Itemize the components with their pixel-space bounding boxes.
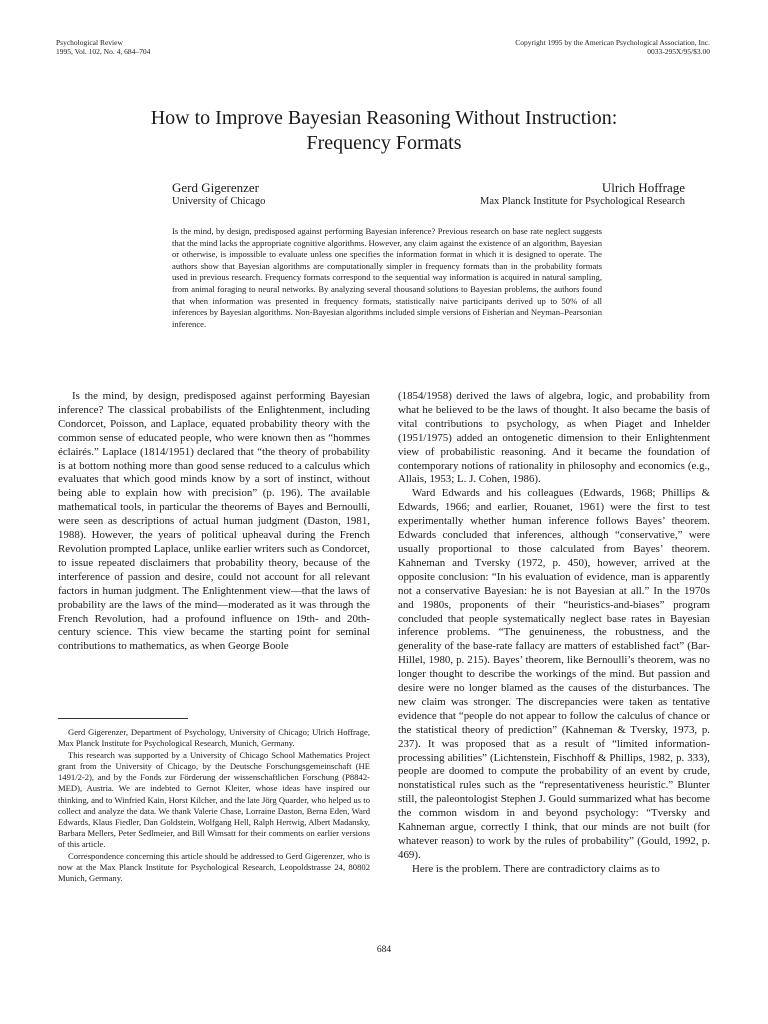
author-block-2 bbox=[480, 180, 685, 208]
footnote-divider bbox=[58, 718, 188, 719]
author-affiliation: Max Planck Institute for Psychological Research bbox=[480, 196, 685, 207]
body-paragraph: Is the mind, by design, predisposed against performing Bayesian inference? The classical probabilists of the Enlightenment, including Condorcet, Poisson, and Laplace, equated probability theory with the common sense of educated people, who were known then as “hommes éclairés.” Laplace (1814/1951) declared that “the theory of probability is at bottom nothing more than good sense reduced to a calculus which evaluates that which good minds know by a sort of instinct, without being able to explain how with precision” (p. 196). The available mathematical tools, in particular the theorems of Bayes and Bernoulli, were seen as descriptions of actual human judgment (Daston, 1981, 1988). However, the years of political upheaval during the French Revolution prompted Laplace, unlike earlier writers such as Condorcet, to issue repeated disclaimers that probability theory, because of the interference of passion and desire, could not account for all relevant factors in human judgment. The Enlightenment view—that the laws of probability are the laws of the mind—moderated as it was through the French Revolution, had a profound influence on 19th- and 20th-century science. This view became the starting point for seminal contributions to mathematics, as when George Boole bbox=[58, 390, 370, 653]
page-number: 684 bbox=[376, 945, 392, 955]
author-name: Gerd Gigerenzer bbox=[172, 180, 259, 195]
author-affiliation: University of Chicago bbox=[172, 196, 266, 207]
author-block-1 bbox=[172, 180, 265, 208]
footnote-paragraph: Gerd Gigerenzer, Department of Psychology, University of Chicago; Ulrich Hoffrage, Max Planck Institute for Psychological Research, Munich, Germany. bbox=[58, 727, 370, 749]
paper-title bbox=[60, 106, 708, 156]
title-line-2: Frequency Formats bbox=[306, 132, 462, 154]
body-paragraph: (1854/1958) derived the laws of algebra, logic, and probability from what he believed to be the laws of thought. It also became the basis of vital contributions to psychology, as when Piaget and Inhelder (1951/1975) added an ontogenetic dimension to their Enlightenment view of probabilistic reasoning. And it became the foundation of contemporary notions of rationality in philosophy and economics (e.g., Allais, 1953; L. J. Cohen, 1986). bbox=[398, 390, 710, 486]
body-paragraph: Ward Edwards and his colleagues (Edwards, 1968; Phillips & Edwards, 1966; and earlier, Rouanet, 1961) were the first to test experimentally whether human inference follows Bayes’ theorem. Edwards concluded that inferences, although “conservative,” were usually proportional to those calculated from Bayes’ theorem. Kahneman and Tversky (1972, p. 450), however, arrived at the opposite conclusion: “In his evaluation of evidence, man is apparently not a conservative Bayesian: he is not Bayesian at all.” In the 1970s and 1980s, proponents of their “heuristics-and-biases” program concluded that people systematically neglect base rates in Bayesian inference problems. “The genuineness, the robustness, and the generality of the base-rate fallacy are matters of established fact” (Bar-Hillel, 1980, p. 215). Bayes’ theorem, like Bernoulli’s theorem, was no longer thought to describe the workings of the mind. But passion and desire were no longer blamed as the causes of the disturbances. The new claim was stronger. The discrepancies were taken as tentative evidence that “people do not appear to follow the calculus of chance or the statistical theory of prediction” (Kahneman & Tversky, 1973, p. 237). It was proposed that as a result of “limited information-processing abilities” (Lichtenstein, Fischhoff & Phillips, 1982, p. 333), people are doomed to compute the probability of an event by crude, nonstatistical rules such as the “representativeness heuristic.” Blunter still, the paleontologist Stephen J. Gould summarized what has become the common wisdom in and beyond psychology: “Tversky and Kahneman argue, correctly I think, that our minds are not built (for whatever reason) to work by the rules of probability” (Gould, 1992, p. 469). bbox=[398, 487, 710, 861]
journal-name: Psychological Review bbox=[56, 38, 123, 47]
footnote-paragraph: This research was supported by a University of Chicago School Mathematics Project grant from the University of Chicago, by the Deutsche Forschungsgemeinschaft (HE 1491/2-2), and by the Fonds zur Förderung der wissenschaftlichen Forschung (P8842-MED), Austria. We are indebted to Gernot Kleiter, whose ideas have inspired our thinking, and to Winfried Kain, Horst Kilcher, and the late Jörg Quarder, who helped us to collect and analyze the data. We thank Valerie Chase, Lorraine Daston, Berna Eden, Ward Edwards, Klaus Fiedler, Dan Goldstein, Wolfgang Hell, Ralph Hertwig, Albert Madansky, Barbara Mellers, Peter Sedlmeier, and Bill Wimsatt for their comments on earlier versions of this article. bbox=[58, 750, 370, 849]
copyright-header bbox=[410, 38, 710, 56]
copyright-text: Copyright 1995 by the American Psychological Association, Inc. bbox=[515, 38, 710, 47]
author-name: Ulrich Hoffrage bbox=[601, 180, 685, 195]
footnote-paragraph: Correspondence concerning this article should be addressed to Gerd Gigerenzer, who is now at the Max Planck Institute for Psychological Research, Leopoldstrasse 24, 80802 Munich, Germany. bbox=[58, 851, 370, 884]
abstract: Is the mind, by design, predisposed against performing Bayesian inference? Previous research on base rate neglect suggests that the mind lacks the appropriate cognitive algorithms. However, any claim against the existence of an algorithm, Bayesian or otherwise, is impossible to evaluate unless one specifies the information format in which it is designed to operate. The authors show that Bayesian algorithms are computationally simpler in frequency formats than in the probability formats used in previous research. Frequency formats correspond to the sequential way information is acquired in natural sampling, from animal foraging to neural networks. By analyzing several thousand solutions to Bayesian problems, the authors found that when information was presented in frequency formats, statistically naive participants derived up to 50% of all inferences by Bayesian algorithms. Non-Bayesian algorithms included simple versions of Fisherian and Neyman–Pearsonian inference. bbox=[172, 226, 602, 329]
journal-header bbox=[56, 38, 256, 56]
volume-info: 1995, Vol. 102, No. 4, 684–704 bbox=[56, 47, 151, 56]
author-note bbox=[58, 727, 370, 885]
title-line-1: How to Improve Bayesian Reasoning Without Instruction: bbox=[150, 107, 618, 129]
body-column-left bbox=[58, 390, 370, 654]
body-column-right bbox=[398, 390, 710, 877]
body-paragraph: Here is the problem. There are contradictory claims as to bbox=[412, 862, 660, 875]
issn-text: 0033-295X/95/$3.00 bbox=[647, 47, 710, 56]
